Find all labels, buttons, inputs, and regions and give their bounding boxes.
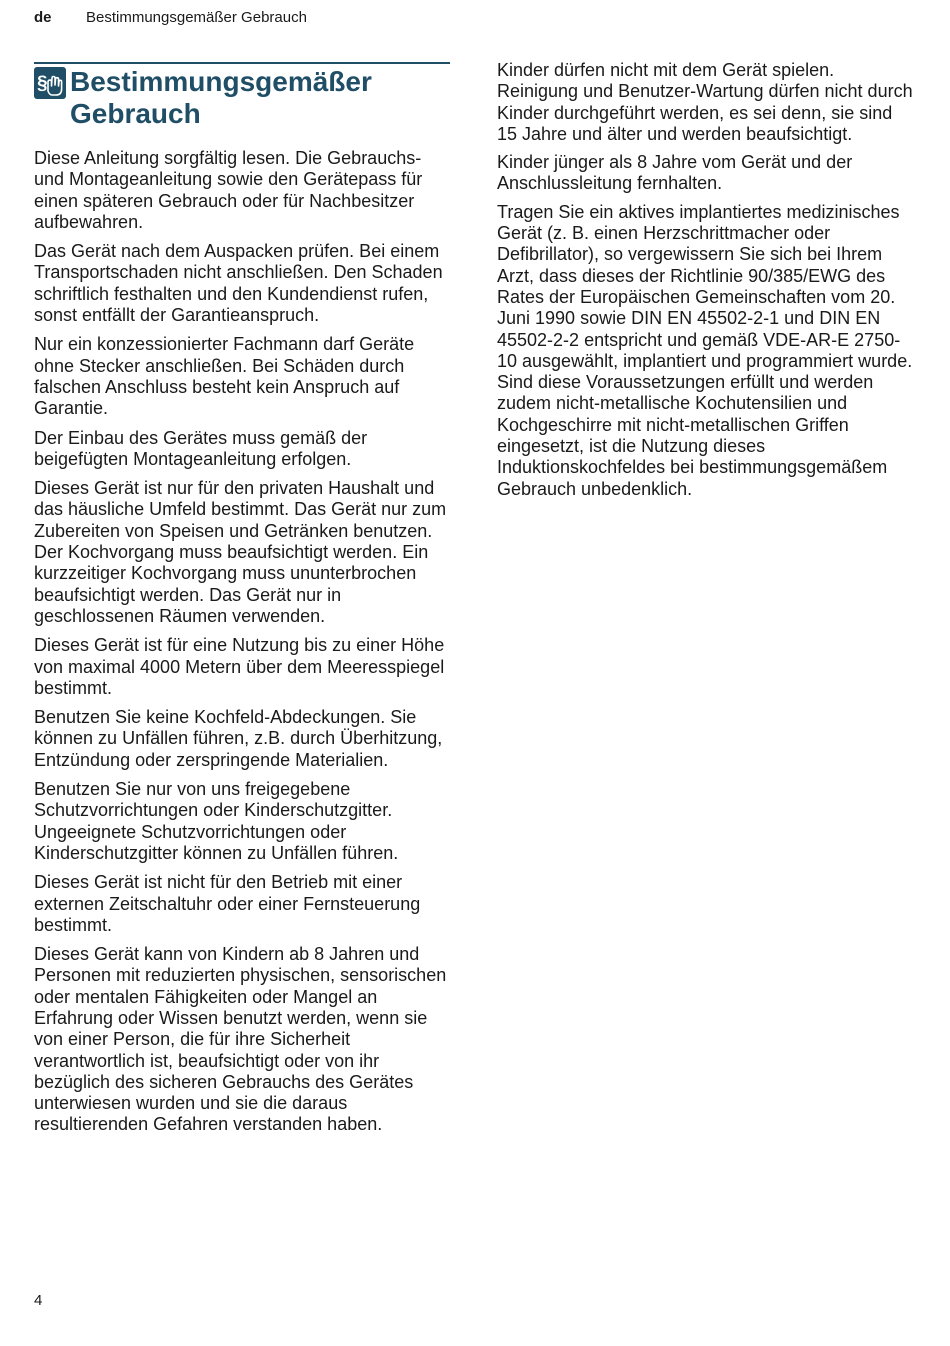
paragraph-protective-guards: Benutzen Sie nur von uns freigegebene Schutzvorrichtungen oder Kinderschutzgitter. Ungeeignete Schutzvorrichtungen oder Kinderschutzgitter können zu Unfällen führen. <box>34 779 399 863</box>
paragraph-household-use: Dieses Gerät ist nur für den privaten Haushalt und das häusliche Umfeld bestimmt. Das Gerät nur zum Zubereiten von Speisen und Getränken benutzen. Der Kochvorgang muss beaufsichtigt werden. Ein kurzzeitiger Kochvorgang muss ununterbrochen beaufsichtigt werden. Das Gerät nur in geschlossenen Räumen verwenden. <box>34 478 447 626</box>
section-heading <box>34 62 450 130</box>
right-column <box>497 60 917 507</box>
paragraph-medical-implant: Tragen Sie ein aktives implantiertes medizinisches Gerät (z. B. einen Herzschrittmacher oder Defibrillator), so vergewissern Sie sich bei Ihrem Arzt, dass dieses der Richtlinie 90/385/EWG des Rates der Europäischen Gemeinschaften vom 20. Juni 1990 sowie DIN EN 45502-2-1 und DIN EN 45502-2-2 entspricht und gemäß VDE-AR-E 2750-10 ausgewählt, implantiert und programmiert wurde. Sind diese Voraussetzungen erfüllt und werden zudem nicht-metallische Kochutensilien und Kochgeschirre mit nicht-metallischen Griffen eingesetzt, ist die Nutzung dieses Induktionskochfeldes bei bestimmungsgemäßem Gebrauch unbedenklich. <box>497 201 913 499</box>
svg-text:§: § <box>37 73 48 94</box>
section-hand-icon <box>34 67 66 99</box>
language-code: de <box>34 9 52 26</box>
page-title <box>70 66 450 130</box>
paragraph-licensed-technician: Nur ein konzessionierter Fachmann darf Geräte ohne Stecker anschließen. Bei Schäden durch falschen Anschluss besteht kein Anspruch auf Garantie. <box>34 334 415 419</box>
paragraph-children-persons: Dieses Gerät kann von Kindern ab 8 Jahren und Personen mit reduzierten physischen, sensorischen oder mentalen Fähigkeiten oder Mangel an Erfahrung oder Wissen benutzt werden, wenn sie von einer Person, die für ihre Sicherheit verantwortlich ist, beaufsichtigt oder von ihr bezüglich des sicheren Gebrauchs des Gerätes unterwiesen wurden und sie die daraus resultierenden Gefahren verstanden haben. <box>34 944 447 1135</box>
page-number: 4 <box>34 1292 43 1309</box>
paragraph-check-after-unpacking: Das Gerät nach dem Auspacken prüfen. Bei einem Transportschaden nicht anschließen. Den Schaden schriftlich festhalten und den Kundendienst rufen, sonst entfällt der Garantieanspruch. <box>34 241 443 326</box>
paragraph-altitude: Dieses Gerät ist für eine Nutzung bis zu einer Höhe von maximal 4000 Metern über dem Meeresspiegel bestimmt. <box>34 635 445 698</box>
paragraph-children-under-8: Kinder jünger als 8 Jahre vom Gerät und der Anschlussleitung fernhalten. <box>497 152 853 194</box>
page-title-line-1: Bestimmungsgemäßer <box>70 66 372 97</box>
paragraph-timer-remote: Dieses Gerät ist nicht für den Betrieb mit einer externen Zeitschaltuhr oder einer Fernsteuerung bestimmt. <box>34 872 421 935</box>
page-header <box>34 8 307 28</box>
paragraph-installation: Der Einbau des Gerätes muss gemäß der beigefügten Montageanleitung erfolgen. <box>34 427 368 469</box>
paragraph-children-play: Kinder dürfen nicht mit dem Gerät spielen. Reinigung und Benutzer-Wartung dürfen nicht durch Kinder durchgeführt werden, es sei denn, sie sind 15 Jahre und älter und werden beaufsichtigt. <box>497 60 913 144</box>
header-section-title: Bestimmungsgemäßer Gebrauch <box>86 9 307 26</box>
left-column <box>34 60 454 1144</box>
page-title-line-2: Gebrauch <box>70 98 201 129</box>
paragraph-read-instructions: Diese Anleitung sorgfältig lesen. Die Gebrauchs- und Montageanleitung sowie den Gerätepass für einen späteren Gebrauch oder für Nachbesitzer aufbewahren. <box>34 148 423 232</box>
paragraph-hob-covers: Benutzen Sie keine Kochfeld-Abdeckungen. Sie können zu Unfällen führen, z.B. durch Überhitzung, Entzündung oder zerspringende Materialien. <box>34 707 443 770</box>
